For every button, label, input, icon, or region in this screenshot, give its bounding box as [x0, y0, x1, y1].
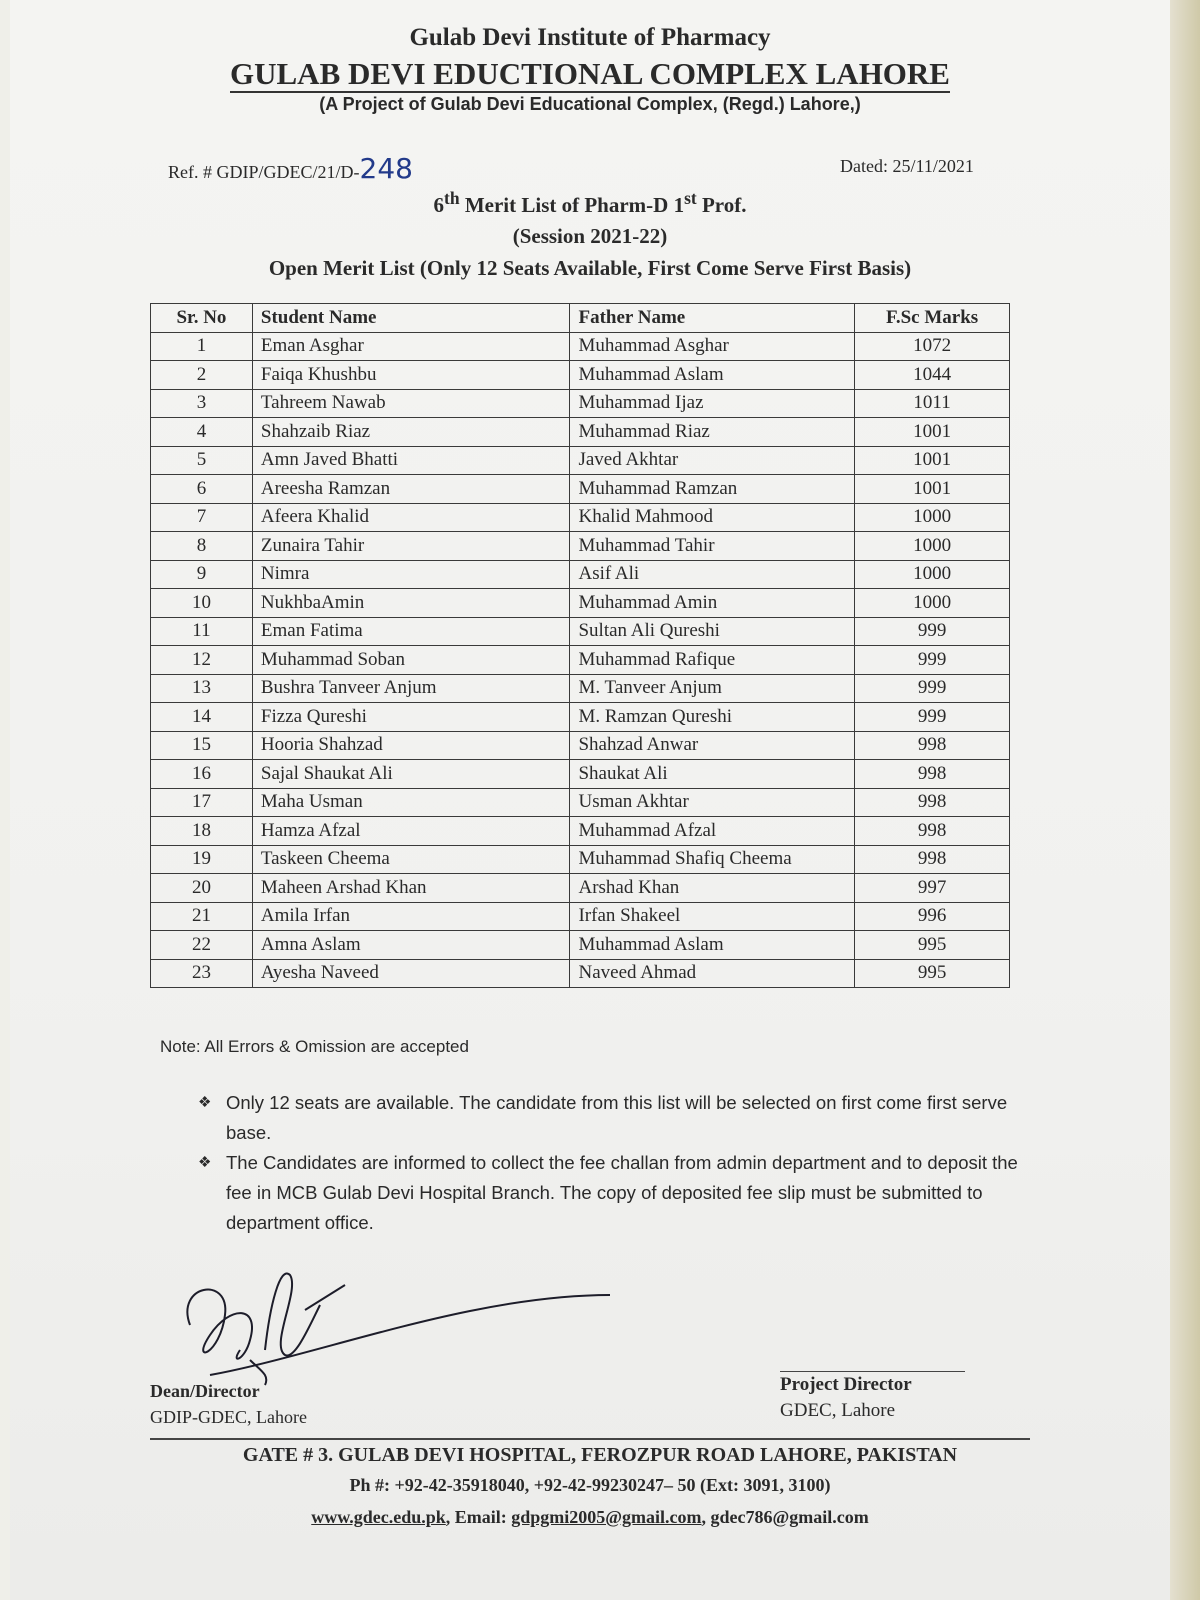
cell-fsc-marks: 1000	[855, 503, 1010, 532]
cell-student-name: Maha Usman	[252, 788, 570, 817]
email-label: , Email:	[445, 1507, 512, 1527]
footer-address: GATE # 3. GULAB DEVI HOSPITAL, FEROZPUR ROAD LAHORE, PAKISTAN	[242, 1444, 958, 1466]
cell-sr-no: 15	[151, 731, 253, 760]
cell-sr-no: 7	[151, 503, 253, 532]
title-sup-1: th	[444, 188, 460, 208]
cell-sr-no: 11	[151, 617, 253, 646]
cell-father-name: Asif Ali	[570, 560, 855, 589]
background-edge	[1170, 0, 1200, 1600]
cell-sr-no: 2	[151, 361, 253, 390]
table-row	[151, 674, 1010, 703]
cell-student-name: NukhbaAmin	[252, 589, 570, 618]
cell-fsc-marks: 999	[855, 674, 1010, 703]
cell-father-name: M. Tanveer Anjum	[570, 674, 855, 703]
cell-fsc-marks: 999	[855, 646, 1010, 675]
cell-fsc-marks: 1000	[855, 589, 1010, 618]
open-merit-title: Open Merit List (Only 12 Seats Available, First Come Serve First Basis)	[268, 256, 912, 280]
table-row	[151, 332, 1010, 361]
footer-phone: Ph #: +92-42-35918040, +92-42-99230247– 50 (Ext: 3091, 3100)	[349, 1475, 831, 1495]
cell-father-name: Muhammad Tahir	[570, 532, 855, 561]
dean-title: Dean/Director	[150, 1381, 260, 1401]
cell-student-name: Maheen Arshad Khan	[252, 874, 570, 903]
cell-fsc-marks: 1072	[855, 332, 1010, 361]
cell-sr-no: 12	[151, 646, 253, 675]
cell-father-name: Muhammad Amin	[570, 589, 855, 618]
cell-sr-no: 23	[151, 959, 253, 988]
instructions-list	[198, 1088, 1018, 1238]
cell-sr-no: 17	[151, 788, 253, 817]
cell-student-name: Tahreem Nawab	[252, 389, 570, 418]
cell-father-name: Muhammad Afzal	[570, 817, 855, 846]
table-row	[151, 617, 1010, 646]
title-middle: Merit List of Pharm-D 1	[459, 193, 685, 217]
cell-student-name: Sajal Shaukat Ali	[252, 760, 570, 789]
diamond-bullet-icon: ❖	[198, 1154, 212, 1171]
cell-sr-no: 13	[151, 674, 253, 703]
project-director-block	[780, 1372, 912, 1424]
cell-student-name: Eman Fatima	[252, 617, 570, 646]
cell-sr-no: 4	[151, 418, 253, 447]
header-fsc-marks: F.Sc Marks	[855, 304, 1010, 333]
cell-father-name: Muhammad Rafique	[570, 646, 855, 675]
cell-sr-no: 1	[151, 332, 253, 361]
cell-sr-no: 16	[151, 760, 253, 789]
table-row	[151, 646, 1010, 675]
footer-contact	[10, 1507, 1170, 1528]
cell-father-name: Shaukat Ali	[570, 760, 855, 789]
instruction-text: Only 12 seats are available. The candidate from this list will be selected on first come first serve base.	[226, 1092, 1008, 1143]
project-line: (A Project of Gulab Devi Educational Complex, (Regd.) Lahore,)	[319, 94, 861, 114]
cell-sr-no: 9	[151, 560, 253, 589]
cell-student-name: Amila Irfan	[252, 902, 570, 931]
cell-student-name: Areesha Ramzan	[252, 475, 570, 504]
cell-sr-no: 21	[151, 902, 253, 931]
cell-father-name: Muhammad Ijaz	[570, 389, 855, 418]
cell-student-name: Ayesha Naveed	[252, 959, 570, 988]
cell-sr-no: 5	[151, 446, 253, 475]
cell-student-name: Muhammad Soban	[252, 646, 570, 675]
cell-sr-no: 10	[151, 589, 253, 618]
email-link-1[interactable]: gdpgmi2005@gmail.com	[511, 1507, 702, 1527]
cell-sr-no: 14	[151, 703, 253, 732]
table-header-row	[151, 304, 1010, 333]
cell-father-name: Muhammad Aslam	[570, 361, 855, 390]
cell-sr-no: 3	[151, 389, 253, 418]
project-director-title: Project Director	[780, 1374, 912, 1395]
title-ordinal: 6	[433, 193, 444, 217]
instruction-item	[198, 1088, 1018, 1148]
cell-fsc-marks: 995	[855, 931, 1010, 960]
cell-fsc-marks: 1001	[855, 418, 1010, 447]
dean-signature-block	[150, 1378, 307, 1430]
date-line: Dated: 25/11/2021	[840, 156, 974, 176]
cell-student-name: Zunaira Tahir	[252, 532, 570, 561]
cell-father-name: Usman Akhtar	[570, 788, 855, 817]
table-row	[151, 503, 1010, 532]
cell-father-name: Irfan Shakeel	[570, 902, 855, 931]
cell-fsc-marks: 1001	[855, 446, 1010, 475]
cell-sr-no: 18	[151, 817, 253, 846]
cell-fsc-marks: 998	[855, 817, 1010, 846]
table-row	[151, 845, 1010, 874]
cell-fsc-marks: 1000	[855, 560, 1010, 589]
footer-divider	[150, 1438, 1030, 1440]
instruction-text: The Candidates are informed to collect the fee challan from admin department and to deposit the fee in MCB Gulab Devi Hospital Branch. The copy of deposited fee slip must be submitted to department office.	[226, 1152, 1018, 1233]
cell-sr-no: 22	[151, 931, 253, 960]
note: Note: All Errors & Omission are accepted	[160, 1037, 469, 1056]
handwritten-signature	[170, 1265, 630, 1395]
project-director-org: GDEC, Lahore	[780, 1400, 896, 1421]
merit-list-title	[10, 188, 1170, 218]
cell-fsc-marks: 1001	[855, 475, 1010, 504]
website-link[interactable]: www.gdec.edu.pk	[311, 1507, 446, 1527]
merit-table	[150, 303, 1010, 988]
table-row	[151, 931, 1010, 960]
cell-father-name: M. Ramzan Qureshi	[570, 703, 855, 732]
cell-student-name: Amn Javed Bhatti	[252, 446, 570, 475]
table-row	[151, 475, 1010, 504]
cell-student-name: Fizza Qureshi	[252, 703, 570, 732]
cell-father-name: Javed Akhtar	[570, 446, 855, 475]
cell-father-name: Muhammad Shafiq Cheema	[570, 845, 855, 874]
cell-student-name: Afeera Khalid	[252, 503, 570, 532]
cell-fsc-marks: 996	[855, 902, 1010, 931]
cell-fsc-marks: 998	[855, 845, 1010, 874]
cell-father-name: Muhammad Riaz	[570, 418, 855, 447]
cell-father-name: Naveed Ahmad	[570, 959, 855, 988]
cell-student-name: Faiqa Khushbu	[252, 361, 570, 390]
merit-table-body	[151, 332, 1010, 988]
handwritten-reference: 248	[359, 152, 413, 185]
document-page	[10, 0, 1170, 1600]
cell-student-name: Hamza Afzal	[252, 817, 570, 846]
instruction-item	[198, 1148, 1018, 1238]
table-row	[151, 560, 1010, 589]
cell-student-name: Taskeen Cheema	[252, 845, 570, 874]
cell-father-name: Shahzad Anwar	[570, 731, 855, 760]
cell-sr-no: 8	[151, 532, 253, 561]
cell-fsc-marks: 1011	[855, 389, 1010, 418]
title-sup-2: st	[684, 188, 697, 208]
header-student-name: Student Name	[252, 304, 570, 333]
table-row	[151, 703, 1010, 732]
cell-fsc-marks: 998	[855, 731, 1010, 760]
table-row	[151, 788, 1010, 817]
table-row	[151, 589, 1010, 618]
cell-student-name: Eman Asghar	[252, 332, 570, 361]
table-row	[151, 418, 1010, 447]
table-row	[151, 731, 1010, 760]
cell-fsc-marks: 998	[855, 788, 1010, 817]
table-row	[151, 874, 1010, 903]
header-father-name: Father Name	[570, 304, 855, 333]
table-row	[151, 361, 1010, 390]
dean-org: GDIP-GDEC, Lahore	[150, 1407, 307, 1427]
cell-fsc-marks: 995	[855, 959, 1010, 988]
cell-fsc-marks: 999	[855, 617, 1010, 646]
cell-sr-no: 20	[151, 874, 253, 903]
complex-name	[10, 56, 1170, 92]
session-title: (Session 2021-22)	[512, 224, 668, 248]
table-row	[151, 446, 1010, 475]
reference-prefix: Ref. # GDIP/GDEC/21/D-	[168, 162, 360, 182]
email-separator: ,	[701, 1507, 711, 1527]
complex-name-text: GULAB DEVI EDUCTIONAL COMPLEX LAHORE	[230, 56, 950, 91]
title-end: Prof.	[696, 193, 747, 217]
cell-fsc-marks: 998	[855, 760, 1010, 789]
cell-father-name: Arshad Khan	[570, 874, 855, 903]
cell-sr-no: 6	[151, 475, 253, 504]
cell-student-name: Nimra	[252, 560, 570, 589]
table-row	[151, 817, 1010, 846]
institute-name: Gulab Devi Institute of Pharmacy	[409, 24, 771, 51]
cell-father-name: Sultan Ali Qureshi	[570, 617, 855, 646]
header-sr-no: Sr. No	[151, 304, 253, 333]
table-row	[151, 389, 1010, 418]
cell-fsc-marks: 1044	[855, 361, 1010, 390]
reference-number	[168, 152, 413, 185]
diamond-bullet-icon: ❖	[198, 1094, 212, 1111]
table-row	[151, 902, 1010, 931]
cell-father-name: Khalid Mahmood	[570, 503, 855, 532]
cell-father-name: Muhammad Asghar	[570, 332, 855, 361]
cell-student-name: Shahzaib Riaz	[252, 418, 570, 447]
table-row	[151, 532, 1010, 561]
cell-fsc-marks: 997	[855, 874, 1010, 903]
cell-student-name: Bushra Tanveer Anjum	[252, 674, 570, 703]
cell-father-name: Muhammad Ramzan	[570, 475, 855, 504]
cell-sr-no: 19	[151, 845, 253, 874]
cell-student-name: Amna Aslam	[252, 931, 570, 960]
table-row	[151, 760, 1010, 789]
cell-student-name: Hooria Shahzad	[252, 731, 570, 760]
email-link-2[interactable]: gdec786@gmail.com	[710, 1507, 869, 1527]
cell-fsc-marks: 1000	[855, 532, 1010, 561]
cell-father-name: Muhammad Aslam	[570, 931, 855, 960]
cell-fsc-marks: 999	[855, 703, 1010, 732]
table-row	[151, 959, 1010, 988]
